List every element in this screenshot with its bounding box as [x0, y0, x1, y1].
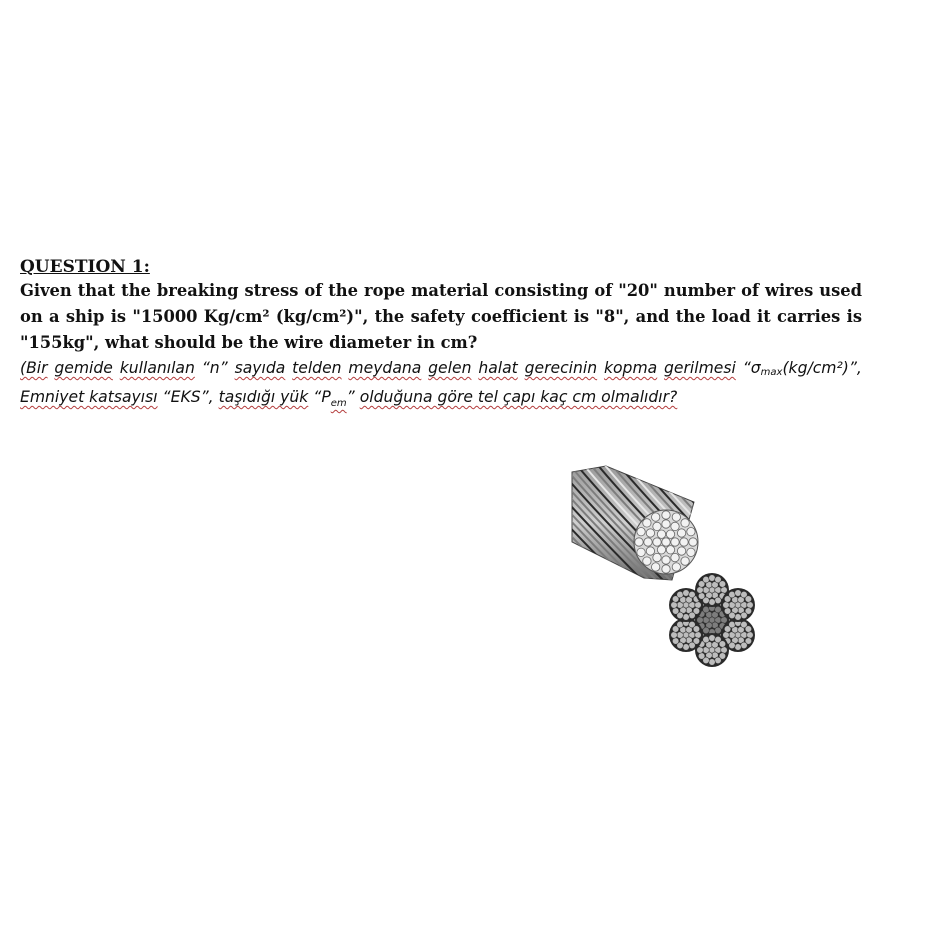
wire-rope-illustration	[566, 462, 778, 678]
turkish-word: sayıda	[234, 359, 286, 377]
sigma-open: “σ	[742, 359, 761, 377]
turkish-word: telden	[292, 359, 342, 377]
p-close: ”	[346, 388, 355, 406]
emniyet-text: Emniyet katsayısı	[20, 388, 158, 406]
question-heading: QUESTION 1:	[20, 257, 150, 277]
turkish-word: meydana	[348, 359, 422, 377]
rope-end-section	[634, 510, 698, 574]
sigma-max-term	[743, 359, 862, 377]
turkish-word: kullanılan	[119, 359, 195, 377]
sigma-subscript: max	[760, 367, 783, 378]
p-subscript: em	[330, 398, 347, 409]
tasidigi-text: taşıdığı yük	[218, 388, 309, 406]
eks-text: “EKS”,	[162, 388, 214, 406]
turkish-word: gemide	[54, 359, 113, 377]
question-block	[20, 256, 862, 416]
turkish-word: kopma	[603, 359, 658, 377]
turkish-word: (Bir	[20, 359, 48, 377]
turkish-word: gelen	[428, 359, 472, 377]
p-open: “P	[313, 388, 331, 406]
turkish-word: “n”	[201, 359, 228, 377]
turkish-word: halat	[478, 359, 518, 377]
turkish-word: gerecinin	[524, 359, 598, 377]
question-turkish-text	[20, 356, 862, 416]
p-em-term	[313, 388, 355, 409]
turkish-word: gerilmesi	[664, 359, 736, 377]
ending-text: olduğuna göre tel çapı kaç cm olmalıdır?	[359, 388, 678, 406]
rope-cross-section	[669, 573, 755, 667]
sigma-close: (kg/cm²)”,	[782, 359, 862, 377]
question-english-text: Given that the breaking stress of the rope material consisting of "20" number of wires used on a ship is "15000 Kg/cm² (kg/cm²)", the safety coefficient is "8", and the load it carries is "155kg", what should be the wire diameter in cm?	[20, 281, 862, 352]
